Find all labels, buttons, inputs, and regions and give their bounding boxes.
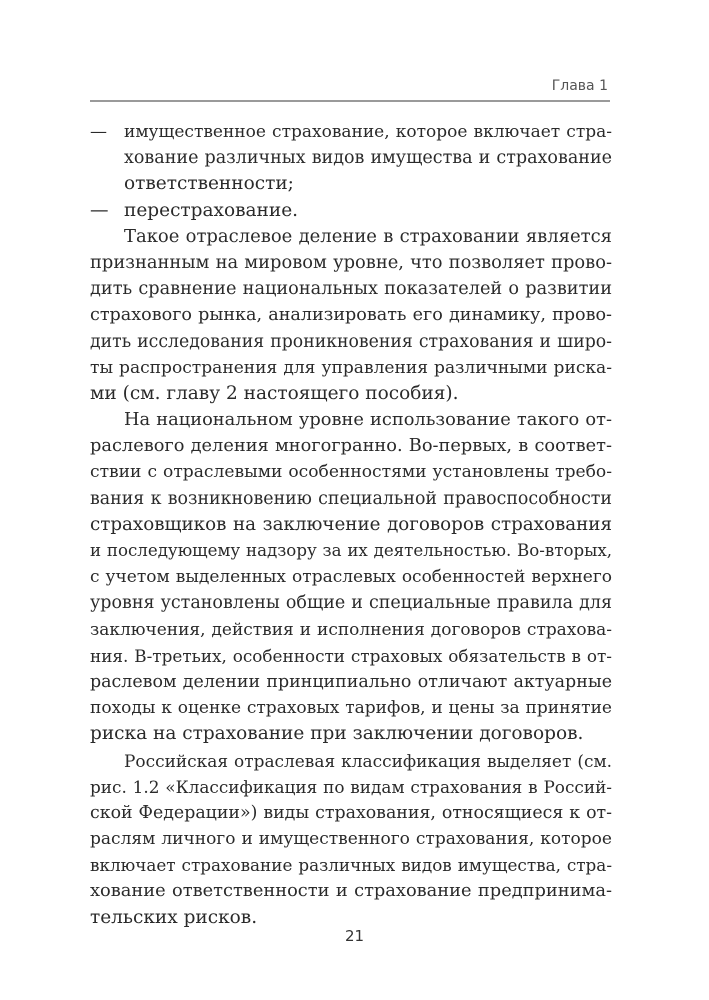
paragraph-line: вания к возникновению специальной правоспособности: [90, 488, 612, 509]
list-item-line: [90, 119, 612, 145]
list-item-line: ответственности;: [124, 173, 294, 195]
running-header: [90, 76, 610, 102]
paragraph-line: и последующему надзору за их деятельностью. Во-вторых,: [90, 541, 612, 560]
paragraph: [90, 224, 612, 407]
paragraph-line: риска на страхование при заключении договоров.: [90, 723, 584, 745]
paragraph-line: На национальном уровне использование такого от-: [124, 409, 612, 431]
paragraph-line: ты распространения для управления различными риска-: [90, 357, 612, 378]
paragraph-line: ния. В-третьих, особенности страховых обязательств в от-: [90, 645, 612, 666]
list-item-line: [90, 198, 612, 224]
paragraph-line: ствии с отраслевыми особенностями установлены требо-: [90, 462, 612, 483]
paragraph: [90, 748, 612, 931]
paragraph-line: раслевого деления многогранно. Во-первых, в соответ-: [90, 436, 612, 457]
list-item: [90, 119, 612, 198]
paragraph-line: уровня установлены общие и специальные правила для: [90, 593, 612, 614]
list-dash: —: [90, 199, 109, 221]
page-body: [90, 119, 612, 931]
chapter-label: Глава 1: [551, 78, 608, 94]
paragraph-line: Российская отраслевая классификация выделяет (см.: [124, 750, 612, 771]
paragraph-line: хование ответственности и страхование предпринима-: [90, 880, 612, 902]
paragraph-line: Такое отраслевое деление в страховании является: [124, 225, 612, 247]
paragraph-line: с учетом выделенных отраслевых особенностей верхнего: [90, 567, 612, 588]
paragraph-line: дить исследования проникновения страхования и широ-: [90, 331, 612, 352]
page-number: 21: [344, 927, 365, 945]
header-rule: [90, 100, 610, 102]
paragraph-line: тельских рисков.: [90, 906, 258, 928]
paragraph-line: рис. 1.2 «Классификация по видам страхования в Россий-: [90, 776, 612, 797]
paragraph-line: страхового рынка, анализировать его динамику, прово-: [90, 305, 612, 326]
list-item-text: перестрахование.: [124, 199, 299, 221]
paragraph-line: раслям личного и имущественного страхования, которое: [90, 829, 612, 850]
paragraph-line: ми (см. главу 2 настоящего пособия).: [90, 382, 459, 404]
paragraph-line: раслевом делении принципиально отличают актуарные: [90, 671, 612, 692]
paragraph-line: ской Федерации») виды страхования, относящиеся к от-: [90, 802, 612, 823]
paragraph-line: признанным на мировом уровне, что позволяет прово-: [90, 251, 612, 273]
paragraph-line: включает страхование различных видов имущества, стра-: [90, 855, 612, 876]
paragraph: [90, 407, 612, 747]
paragraph-line: дить сравнение национальных показателей о развитии: [90, 279, 612, 300]
list-item: [90, 198, 612, 224]
paragraph-line: страховщиков на заключение договоров страхования: [90, 513, 612, 535]
paragraph-line: походы к оценке страховых тарифов, и цены за принятие: [90, 698, 612, 719]
paragraph-line: заключения, действия и исполнения договоров страхова-: [90, 619, 612, 640]
list-item-text: имущественное страхование, которое включает стра-: [124, 122, 612, 142]
list-item-line: хование различных видов имущества и страхование: [124, 148, 612, 169]
list-dash: —: [90, 122, 107, 142]
